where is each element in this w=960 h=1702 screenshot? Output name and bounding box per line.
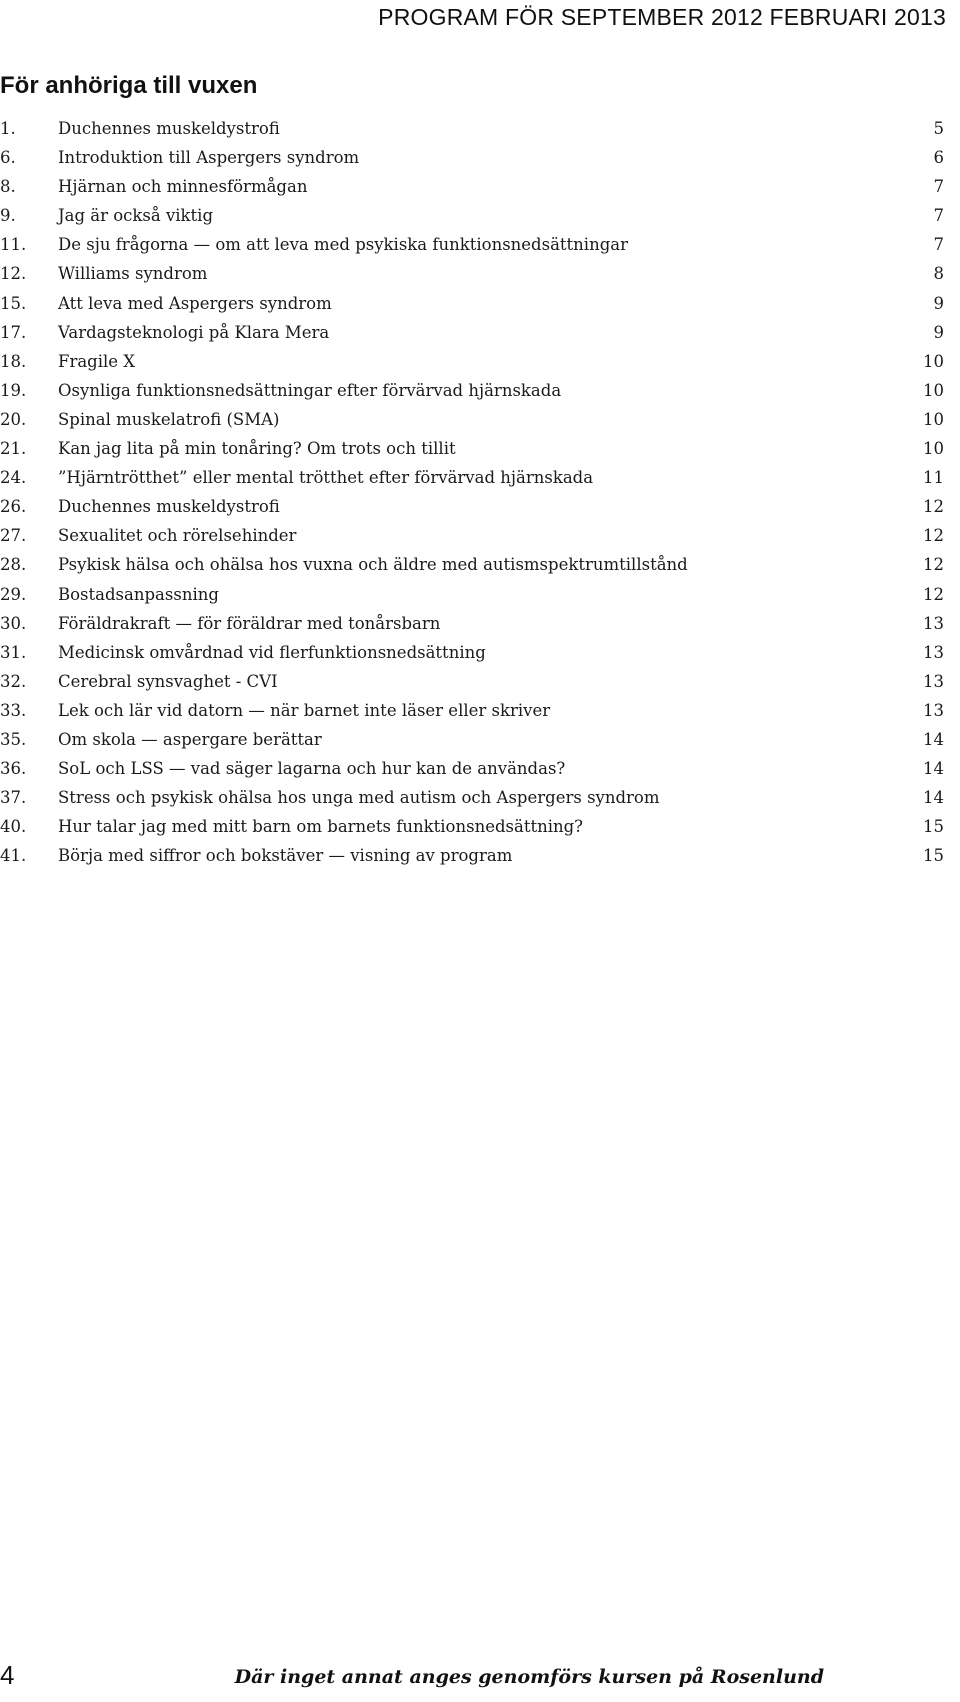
list-item[interactable] (0, 144, 944, 173)
course-number: 24. (0, 468, 27, 488)
course-page: 13 (923, 642, 944, 662)
list-item[interactable] (0, 726, 944, 755)
list-item[interactable] (0, 581, 944, 610)
course-title: Cerebral synsvaghet - CVI (58, 671, 278, 691)
course-number: 32. (0, 671, 27, 691)
footer-note: Där inget annat anges genomförs kursen på Rosenlund (234, 1666, 824, 1688)
course-page: 14 (923, 729, 944, 749)
course-title: Föräldrakraft — för föräldrar med tonårsbarn (58, 613, 441, 633)
course-list (0, 115, 944, 871)
course-page: 7 (933, 177, 944, 197)
list-item[interactable] (0, 348, 944, 377)
course-title: Jag är också viktig (58, 206, 214, 226)
course-page: 15 (923, 817, 944, 837)
course-number: 31. (0, 642, 27, 662)
course-title: De sju frågorna — om att leva med psykiska funktionsnedsättningar (58, 235, 628, 255)
course-title: SoL och LSS — vad säger lagarna och hur kan de användas? (58, 759, 566, 779)
page-header-title: PROGRAM FÖR SEPTEMBER 2012 FEBRUARI 2013 (378, 4, 946, 30)
course-title: Hur talar jag med mitt barn om barnets funktionsnedsättning? (58, 817, 584, 837)
course-number: 36. (0, 759, 27, 779)
course-page: 13 (923, 671, 944, 691)
page-number: 4 (0, 1660, 15, 1690)
course-number: 15. (0, 293, 27, 313)
course-page: 10 (923, 409, 944, 429)
course-page: 14 (923, 788, 944, 808)
course-number: 26. (0, 497, 27, 517)
course-page: 11 (923, 468, 944, 488)
list-item[interactable] (0, 406, 944, 435)
list-item[interactable] (0, 784, 944, 813)
course-title: Fragile X (58, 351, 136, 371)
course-title: Williams syndrom (58, 264, 208, 284)
list-item[interactable] (0, 639, 944, 668)
course-page: 10 (923, 380, 944, 400)
course-page: 8 (933, 264, 944, 284)
course-title: ”Hjärntrötthet” eller mental trötthet efter förvärvad hjärnskada (58, 468, 594, 488)
course-title: Spinal muskelatrofi (SMA) (58, 409, 280, 429)
course-number: 6. (0, 148, 16, 168)
course-page: 9 (933, 293, 944, 313)
list-item[interactable] (0, 231, 944, 260)
course-number: 9. (0, 206, 16, 226)
course-page: 7 (933, 206, 944, 226)
list-item[interactable] (0, 610, 944, 639)
list-item[interactable] (0, 319, 944, 348)
course-title: Lek och lär vid datorn — när barnet inte läser eller skriver (58, 700, 551, 720)
list-item[interactable] (0, 260, 944, 289)
list-item[interactable] (0, 493, 944, 522)
course-title: Medicinsk omvårdnad vid flerfunktionsnedsättning (58, 642, 486, 662)
list-item[interactable] (0, 173, 944, 202)
list-item[interactable] (0, 522, 944, 551)
course-page: 5 (933, 119, 944, 138)
course-title: Bostadsanpassning (58, 584, 219, 604)
list-item[interactable] (0, 668, 944, 697)
course-title: Introduktion till Aspergers syndrom (58, 148, 360, 168)
list-item[interactable] (0, 115, 944, 144)
list-item[interactable] (0, 464, 944, 493)
list-item[interactable] (0, 813, 944, 842)
course-title: Osynliga funktionsnedsättningar efter förvärvad hjärnskada (58, 380, 562, 400)
course-page: 10 (923, 351, 944, 371)
list-item[interactable] (0, 435, 944, 464)
course-page: 7 (933, 235, 944, 255)
course-page: 12 (923, 526, 944, 546)
course-title: Stress och psykisk ohälsa hos unga med autism och Aspergers syndrom (58, 788, 660, 808)
course-page: 12 (923, 584, 944, 604)
course-page: 6 (933, 148, 944, 168)
list-item[interactable] (0, 202, 944, 231)
course-title: Duchennes muskeldystrofi (58, 119, 280, 138)
course-page: 12 (923, 555, 944, 575)
list-item[interactable] (0, 551, 944, 580)
course-number: 33. (0, 700, 27, 720)
list-item[interactable] (0, 377, 944, 406)
course-number: 18. (0, 351, 27, 371)
course-number: 19. (0, 380, 27, 400)
course-title: Psykisk hälsa och ohälsa hos vuxna och äldre med autismspektrumtillstånd (58, 555, 688, 575)
course-number: 35. (0, 729, 27, 749)
course-title: Om skola — aspergare berättar (58, 729, 322, 749)
list-item[interactable] (0, 842, 944, 871)
course-number: 17. (0, 322, 27, 342)
course-title: Börja med siffror och bokstäver — visning av program (58, 846, 513, 866)
course-number: 12. (0, 264, 27, 284)
course-number: 20. (0, 409, 27, 429)
course-number: 1. (0, 119, 16, 138)
course-title: Hjärnan och minnesförmågan (58, 177, 308, 197)
course-page: 14 (923, 759, 944, 779)
course-title: Vardagsteknologi på Klara Mera (58, 322, 330, 342)
course-title: Duchennes muskeldystrofi (58, 497, 280, 517)
course-number: 21. (0, 439, 27, 459)
course-page: 13 (923, 700, 944, 720)
list-item[interactable] (0, 697, 944, 726)
course-number: 37. (0, 788, 27, 808)
course-page: 13 (923, 613, 944, 633)
course-page: 10 (923, 439, 944, 459)
course-number: 40. (0, 817, 27, 837)
course-page: 12 (923, 497, 944, 517)
list-item[interactable] (0, 290, 944, 319)
course-number: 41. (0, 846, 27, 866)
course-number: 8. (0, 177, 16, 197)
course-page: 9 (933, 322, 944, 342)
course-number: 30. (0, 613, 27, 633)
course-title: Att leva med Aspergers syndrom (58, 293, 332, 313)
list-item[interactable] (0, 755, 944, 784)
course-title: Sexualitet och rörelsehinder (58, 526, 297, 546)
course-number: 27. (0, 526, 27, 546)
course-title: Kan jag lita på min tonåring? Om trots och tillit (58, 439, 456, 459)
course-number: 11. (0, 235, 27, 255)
course-page: 15 (923, 846, 944, 866)
section-title: För anhöriga till vuxen (0, 72, 258, 99)
course-number: 29. (0, 584, 27, 604)
course-number: 28. (0, 555, 27, 575)
